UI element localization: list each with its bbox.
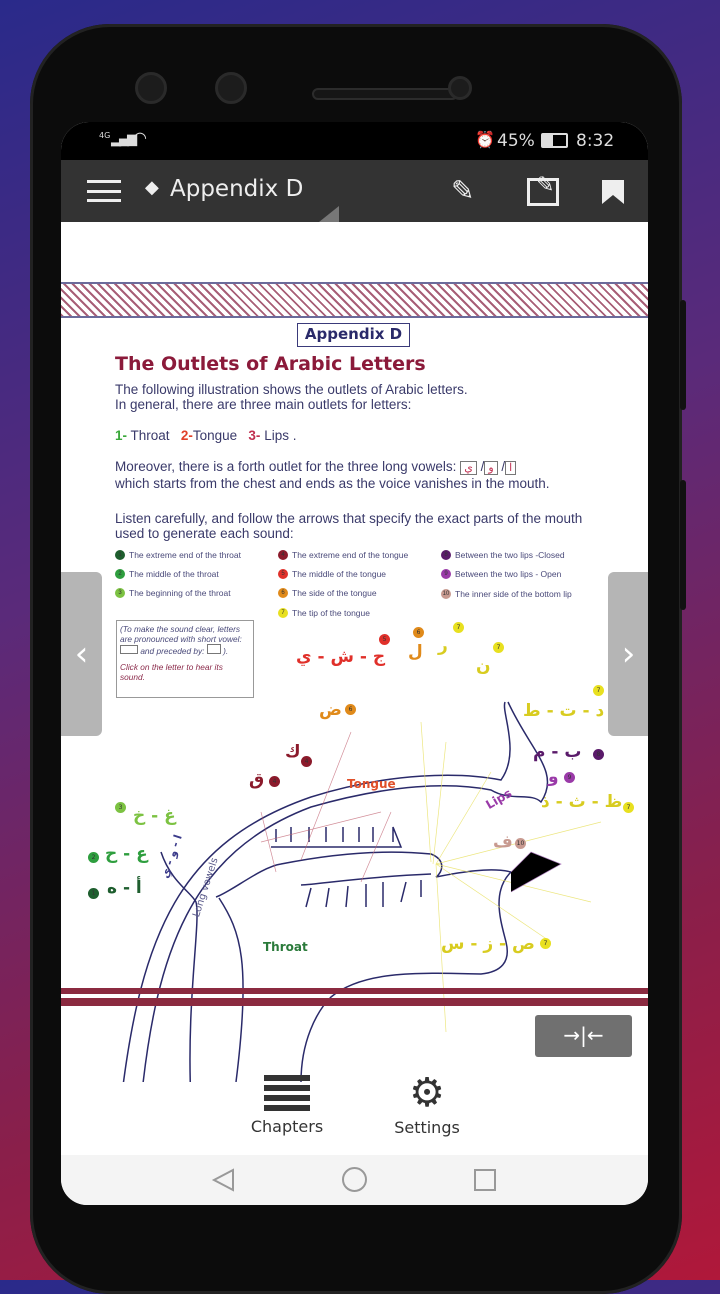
- fit-width-button[interactable]: →|←: [535, 1015, 632, 1057]
- arabic-letter[interactable]: ض: [319, 700, 342, 720]
- legend-item: [278, 569, 386, 579]
- legend-label: The middle of the throat: [129, 569, 219, 579]
- note-text: (To make the sound clear, letters are pronounced with short vowel:: [120, 624, 242, 644]
- arabic-letter[interactable]: ب - م: [533, 742, 582, 762]
- tongue-label: Tongue: [347, 777, 396, 791]
- arabic-letter[interactable]: ج - ش - ي: [296, 647, 386, 667]
- legend-item: [441, 569, 561, 579]
- status-bar: [61, 122, 648, 160]
- diamond-icon: ◆: [145, 177, 159, 198]
- click-instruction: Click on the letter to hear its sound.: [120, 662, 223, 682]
- legend-label: The extreme end of the tongue: [292, 550, 409, 560]
- outlet-num: 3-: [248, 428, 261, 443]
- arabic-letter[interactable]: ظ - ث - ذ: [541, 792, 623, 812]
- outlet-badge: 9: [564, 772, 575, 783]
- legend-dot: 5: [278, 569, 288, 579]
- arabic-letter[interactable]: أ - ه: [107, 878, 142, 898]
- legend-label: Between the two lips - Open: [455, 569, 562, 579]
- power-button: [680, 480, 686, 610]
- legend-label: The extreme end of the throat: [129, 550, 241, 560]
- mouth-diagram: [61, 602, 648, 1082]
- lips-label: Lips: [483, 786, 515, 812]
- battery-icon: [541, 133, 568, 148]
- screen: [61, 122, 648, 1205]
- sensor: [448, 76, 472, 100]
- note-text-2: preceded by:: [156, 646, 205, 656]
- edit-note-icon[interactable]: ✎: [527, 178, 559, 206]
- clock: 8:32: [576, 131, 615, 151]
- outlet-label: Tongue: [192, 428, 238, 443]
- arabic-letter[interactable]: ك: [285, 742, 301, 762]
- outlet-label: Lips .: [264, 428, 297, 443]
- long-vowels-label: Long vowels: [191, 856, 221, 919]
- front-camera-2: [215, 72, 247, 104]
- throat-label: Throat: [263, 940, 308, 954]
- long-vowel-letters[interactable]: ا - و - ي: [158, 833, 185, 880]
- legend-item: [441, 550, 565, 560]
- page-corner: [319, 206, 339, 222]
- intro-line-2: In general, there are three main outlets for letters:: [115, 397, 412, 412]
- page-title: The Outlets of Arabic Letters: [115, 353, 426, 375]
- settings-label: Settings: [394, 1118, 460, 1137]
- footer-bar: [61, 988, 648, 994]
- legend-dot: 2: [115, 569, 125, 579]
- vowel-ya[interactable]: ي: [460, 461, 477, 475]
- legend-dot: 8: [441, 550, 451, 560]
- arabic-letter[interactable]: غ - خ: [133, 806, 176, 826]
- arabic-letter[interactable]: ع - ح: [105, 844, 148, 864]
- legend-dot: 7: [278, 608, 288, 618]
- legend-dot: 6: [278, 588, 288, 598]
- back-icon[interactable]: [211, 1168, 235, 1192]
- legend-dot: 4: [278, 550, 288, 560]
- appendix-badge: Appendix D: [297, 323, 410, 347]
- vowel-alif[interactable]: ا: [505, 461, 516, 475]
- list-icon: [264, 1075, 310, 1111]
- intro-line-1: The following illustration shows the outlets of Arabic letters.: [115, 382, 468, 397]
- home-icon[interactable]: [342, 1167, 367, 1192]
- legend-label: The tip of the tongue: [292, 608, 370, 618]
- note-close: ).: [223, 646, 229, 656]
- outlets-list: [115, 428, 296, 443]
- decorative-border: [61, 282, 648, 318]
- draw-pen-icon[interactable]: ✎: [451, 174, 475, 207]
- legend-label: The middle of the tongue: [292, 569, 387, 579]
- outlet-badge: 10: [516, 840, 525, 847]
- outlet-badge: 7: [540, 938, 551, 949]
- legend-label: The inner side of the bottom lip: [455, 589, 572, 599]
- arabic-letter[interactable]: ن: [476, 656, 491, 676]
- menu-button[interactable]: [87, 180, 121, 202]
- arabic-letter[interactable]: ص - ز - س: [441, 934, 535, 954]
- volume-button: [680, 300, 686, 410]
- gear-icon: ⚙: [409, 1070, 445, 1116]
- long-vowels-paragraph: Moreover, there is a forth outlet for the three long vowels: ا/ و/ ي which starts from the chest and ends as the voice vanishes in the mouth.: [115, 459, 600, 491]
- legend-dot: 9: [441, 569, 451, 579]
- outlet-badge: 6: [345, 704, 356, 715]
- outlet-badge: 7: [623, 802, 634, 813]
- arabic-letter[interactable]: ل: [408, 642, 423, 662]
- outlet-badge: 7: [593, 685, 604, 696]
- outlet-label: Throat: [130, 428, 170, 443]
- legend-item: [115, 569, 219, 579]
- network-label: 4G: [99, 131, 111, 140]
- outlet-badge: 6: [413, 627, 424, 638]
- legend-dot: 10: [442, 591, 450, 597]
- arabic-letter[interactable]: ق: [249, 770, 265, 790]
- alarm-icon: ⏰: [475, 130, 495, 149]
- arabic-letter[interactable]: ر: [438, 636, 448, 656]
- arabic-letter[interactable]: د - ت - ط: [523, 701, 605, 721]
- outlet-badge: 7: [493, 642, 504, 653]
- outlet-badge: 8: [593, 749, 604, 760]
- listen-instructions: Listen carefully, and follow the arrows that specify the exact parts of the mouth used to generate each sound:: [115, 511, 583, 541]
- legend-item: [278, 588, 377, 598]
- app-title: Appendix D: [170, 176, 304, 202]
- recents-icon[interactable]: [474, 1169, 496, 1191]
- legend-dot: 1: [115, 550, 125, 560]
- front-camera: [135, 72, 167, 104]
- outlet-num: 1-: [115, 428, 128, 443]
- signal-icon: ▂▄▆: [111, 132, 135, 147]
- earpiece: [312, 88, 458, 100]
- bookmark-icon[interactable]: [602, 180, 624, 204]
- settings-button[interactable]: [387, 1072, 467, 1137]
- long-vowels-text-2: which starts from the chest and ends as the voice vanishes in the mouth.: [115, 476, 550, 491]
- system-nav-bar: [61, 1155, 648, 1205]
- legend-item: [115, 588, 231, 598]
- legend-item: [441, 589, 572, 599]
- outlet-badge: 1: [88, 888, 99, 899]
- vowel-waw[interactable]: و: [484, 461, 497, 475]
- footer-bar: [61, 998, 648, 1006]
- next-page-button[interactable]: ›: [608, 572, 648, 736]
- legend-dot: 3: [115, 588, 125, 598]
- app-bar: [61, 160, 648, 222]
- legend-item: [115, 550, 241, 560]
- legend-label: The side of the tongue: [292, 588, 377, 598]
- outlet-badge: 4: [269, 776, 280, 787]
- outlet-badge: 3: [115, 802, 126, 813]
- arabic-letter[interactable]: ف: [493, 832, 513, 852]
- previous-page-button[interactable]: ‹: [61, 572, 102, 736]
- outlet-badge: 7: [453, 622, 464, 633]
- outlet-badge: 4: [301, 756, 312, 767]
- chapters-label: Chapters: [250, 1117, 324, 1136]
- outlet-badge: 2: [88, 852, 99, 863]
- legend-label: Between the two lips -Closed: [455, 550, 565, 560]
- outlet-num: 2-: [180, 428, 193, 443]
- wifi-icon: ◠: [133, 128, 147, 147]
- battery-percent: 45%: [497, 131, 535, 151]
- outlet-badge: 5: [379, 634, 390, 645]
- arabic-letter[interactable]: و: [548, 767, 559, 787]
- legend-label: The beginning of the throat: [129, 588, 231, 598]
- long-vowels-text: Moreover, there is a forth outlet for the three long vowels:: [115, 459, 457, 474]
- chapters-button[interactable]: [247, 1075, 327, 1136]
- legend-item: [278, 550, 408, 560]
- note-and: and: [140, 646, 155, 656]
